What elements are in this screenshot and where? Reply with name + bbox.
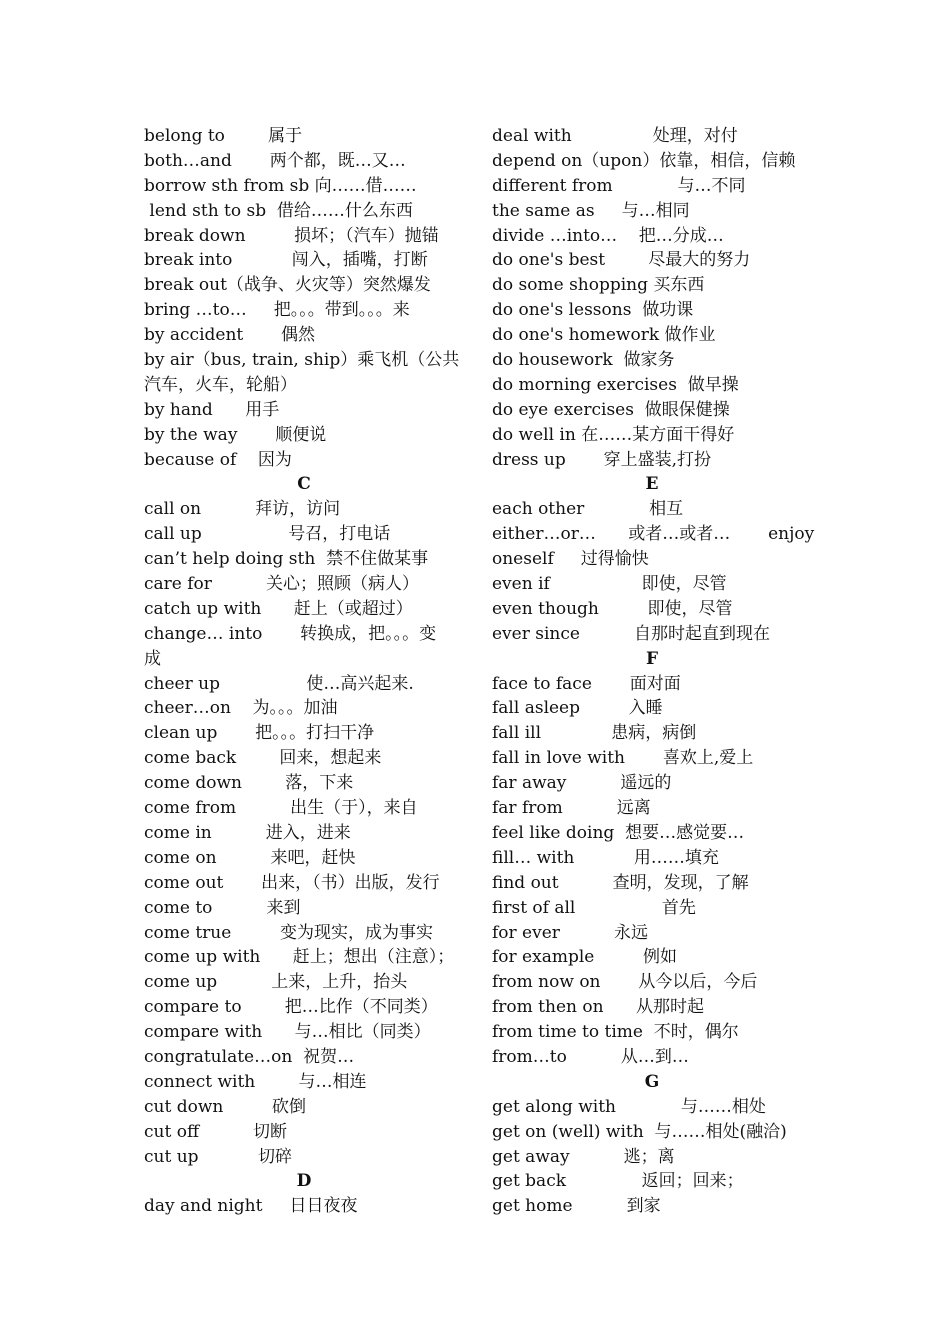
line-text: by the way 顺便说 bbox=[144, 424, 327, 445]
phrase-line bbox=[492, 323, 812, 348]
phrase-line bbox=[144, 846, 464, 871]
line-text: cut up 切碎 bbox=[144, 1146, 292, 1167]
line-text: get back 返回；回来； bbox=[492, 1171, 744, 1192]
phrase-line bbox=[144, 174, 464, 199]
line-text: come in 进入，进来 bbox=[144, 822, 351, 843]
line-text: even though 即使，尽管 bbox=[492, 598, 733, 619]
phrase-line bbox=[144, 771, 464, 796]
line-text: divide …into… 把…分成… bbox=[492, 225, 724, 246]
line-text: come on 来吧，赶快 bbox=[144, 847, 356, 868]
phrase-line bbox=[144, 896, 464, 921]
line-text: come down 落，下来 bbox=[144, 773, 354, 794]
phrase-line bbox=[144, 945, 464, 970]
phrase-line bbox=[492, 746, 812, 771]
line-text: the same as 与…相同 bbox=[492, 200, 690, 221]
phrase-line bbox=[492, 1120, 812, 1145]
line-text: by accident 偶然 bbox=[144, 325, 316, 346]
line-text: do morning exercises 做早操 bbox=[492, 374, 739, 395]
line-text: belong to 属于 bbox=[144, 126, 303, 146]
line-text: connect with 与…相连 bbox=[144, 1071, 367, 1092]
phrase-line bbox=[144, 921, 464, 946]
line-text: even if 即使，尽管 bbox=[492, 574, 727, 595]
line-text: each other 相互 bbox=[492, 499, 684, 520]
line-text: by air（bus, train, ship）乘飞机（公共 bbox=[144, 350, 460, 371]
line-text: call up 号召，打电话 bbox=[144, 524, 391, 545]
phrase-line bbox=[492, 1145, 812, 1170]
phrase-line bbox=[144, 696, 464, 721]
phrase-line bbox=[492, 298, 812, 323]
line-text: day and night 日日夜夜 bbox=[144, 1196, 358, 1217]
phrase-line bbox=[144, 1095, 464, 1120]
phrase-line bbox=[492, 547, 812, 572]
line-text: far from 远离 bbox=[492, 798, 651, 819]
phrase-line bbox=[144, 323, 464, 348]
phrase-line bbox=[144, 572, 464, 597]
line-text: break into 闯入，插嘴，打断 bbox=[144, 250, 428, 271]
phrase-line bbox=[492, 970, 812, 995]
line-text: do one's lessons 做功课 bbox=[492, 300, 694, 321]
line-text: fall asleep 入睡 bbox=[492, 698, 663, 719]
line-text: borrow sth from sb 向……借…… bbox=[144, 175, 417, 196]
phrase-line bbox=[492, 149, 812, 174]
phrase-line bbox=[144, 821, 464, 846]
section-letter bbox=[492, 472, 812, 497]
line-text: cut down 砍倒 bbox=[144, 1096, 306, 1117]
line-text: cut off 切断 bbox=[144, 1121, 288, 1142]
phrase-line bbox=[144, 224, 464, 249]
line-text: come up with 赶上；想出（注意）； bbox=[144, 947, 455, 968]
line-text: change… into 转换成，把。。。变 bbox=[144, 623, 437, 644]
line-text: oneself 过得愉快 bbox=[492, 549, 649, 570]
line-text: from…to 从…到… bbox=[492, 1046, 689, 1067]
phrase-line bbox=[492, 199, 812, 224]
phrase-line bbox=[144, 522, 464, 547]
phrase-line bbox=[144, 448, 464, 473]
phrase-line bbox=[492, 696, 812, 721]
phrase-line bbox=[492, 248, 812, 273]
line-text: call on 拜访，访问 bbox=[144, 499, 341, 520]
line-text: clean up 把。。。打扫干净 bbox=[144, 723, 375, 744]
phrase-line bbox=[492, 273, 812, 298]
phrase-line bbox=[492, 921, 812, 946]
line-text: do housework 做家务 bbox=[492, 350, 675, 371]
phrase-line bbox=[492, 497, 812, 522]
phrase-line bbox=[492, 597, 812, 622]
phrase-line bbox=[492, 448, 812, 473]
phrase-line bbox=[144, 124, 464, 149]
line-text: for ever 永远 bbox=[492, 922, 648, 943]
phrase-line bbox=[492, 846, 812, 871]
line-text: dress up 穿上盛装,打扮 bbox=[492, 449, 711, 470]
phrase-line bbox=[492, 995, 812, 1020]
phrase-line bbox=[492, 821, 812, 846]
line-text: for example 例如 bbox=[492, 947, 677, 968]
section-letter bbox=[144, 1169, 464, 1194]
line-text: from time to time 不时，偶尔 bbox=[492, 1022, 739, 1043]
line-text: come up 上来，上升，抬头 bbox=[144, 972, 408, 993]
line-text: deal with 处理，对付 bbox=[492, 126, 738, 146]
line-text: by hand 用手 bbox=[144, 399, 280, 420]
line-text: E bbox=[645, 474, 659, 495]
phrase-line bbox=[144, 672, 464, 697]
line-text: 成 bbox=[144, 648, 161, 669]
phrase-line bbox=[492, 373, 812, 398]
line-text: come to 来到 bbox=[144, 897, 301, 918]
section-letter bbox=[144, 472, 464, 497]
phrase-line bbox=[144, 497, 464, 522]
phrase-line bbox=[492, 398, 812, 423]
phrase-line bbox=[144, 1045, 464, 1070]
phrase-line bbox=[144, 373, 464, 398]
line-text: face to face 面对面 bbox=[492, 673, 681, 694]
line-text: far away 遥远的 bbox=[492, 773, 672, 794]
phrase-line bbox=[144, 597, 464, 622]
phrase-line bbox=[144, 298, 464, 323]
phrase-line bbox=[144, 796, 464, 821]
line-text: find out 查明，发现，了解 bbox=[492, 872, 749, 893]
line-text: C bbox=[297, 474, 311, 495]
line-text: depend on（upon）依靠，相信，信赖 bbox=[492, 150, 796, 171]
phrase-line bbox=[144, 398, 464, 423]
phrase-line bbox=[144, 149, 464, 174]
line-text: congratulate…on 祝贺… bbox=[144, 1046, 355, 1067]
phrase-line bbox=[492, 522, 815, 547]
phrase-line bbox=[492, 622, 812, 647]
line-text: because of 因为 bbox=[144, 449, 292, 470]
phrase-line bbox=[492, 1169, 812, 1194]
line-text: fall in love with 喜欢上,爱上 bbox=[492, 748, 754, 769]
line-text: do one's homework 做作业 bbox=[492, 325, 716, 346]
line-text: fill… with 用……填充 bbox=[492, 847, 719, 868]
phrase-line bbox=[492, 348, 812, 373]
line-text: lend sth to sb 借给……什么东西 bbox=[144, 200, 413, 221]
line-text: cheer…on 为。。。加油 bbox=[144, 698, 338, 719]
line-text: can’t help doing sth 禁不住做某事 bbox=[144, 549, 429, 570]
phrase-line bbox=[144, 1120, 464, 1145]
line-text: cheer up 使…高兴起来. bbox=[144, 673, 414, 694]
phrase-line bbox=[492, 572, 812, 597]
phrase-line bbox=[144, 871, 464, 896]
phrase-line bbox=[492, 1045, 812, 1070]
phrase-line bbox=[144, 273, 464, 298]
phrase-line bbox=[144, 248, 464, 273]
line-text: come out 出来，（书）出版，发行 bbox=[144, 872, 440, 893]
line-text: break out（战争、火灾等）突然爆发 bbox=[144, 275, 431, 296]
phrase-line bbox=[492, 423, 812, 448]
phrase-line bbox=[144, 547, 464, 572]
phrase-line bbox=[144, 1145, 464, 1170]
line-text: get on (well) with 与……相处(融洽) bbox=[492, 1121, 787, 1142]
line-text: feel like doing 想要…感觉要… bbox=[492, 822, 745, 843]
line-text: do some shopping 买东西 bbox=[492, 275, 705, 296]
line-text: from then on 从那时起 bbox=[492, 997, 704, 1018]
phrase-line bbox=[144, 423, 464, 448]
phrase-line bbox=[492, 945, 812, 970]
line-text: D bbox=[296, 1171, 312, 1192]
line-text: from now on 从今以后，今后 bbox=[492, 972, 758, 993]
line-text: either…or… 或者…或者… enjoy bbox=[492, 524, 815, 545]
phrase-line bbox=[492, 174, 812, 199]
phrase-line bbox=[492, 672, 812, 697]
phrase-line bbox=[492, 721, 812, 746]
phrase-line bbox=[492, 1020, 812, 1045]
phrase-line bbox=[144, 348, 464, 373]
line-text: G bbox=[644, 1071, 660, 1092]
line-text: bring …to… 把。。。带到。。。来 bbox=[144, 300, 410, 321]
line-text: break down 损坏；（汽车）抛锚 bbox=[144, 225, 439, 246]
line-text: ever since 自那时起直到现在 bbox=[492, 623, 770, 644]
phrase-line bbox=[492, 771, 812, 796]
phrase-line bbox=[144, 199, 464, 224]
line-text: F bbox=[645, 648, 659, 669]
line-text: do well in 在……某方面干得好 bbox=[492, 424, 735, 445]
line-text: come true 变为现实，成为事实 bbox=[144, 922, 433, 943]
line-text: catch up with 赶上（或超过） bbox=[144, 598, 413, 619]
phrase-line bbox=[144, 1070, 464, 1095]
phrase-line bbox=[144, 721, 464, 746]
line-text: both…and 两个都，既…又… bbox=[144, 150, 406, 171]
phrase-line bbox=[492, 871, 812, 896]
line-text: get away 逃；离 bbox=[492, 1146, 675, 1167]
phrase-line bbox=[144, 995, 464, 1020]
phrase-line bbox=[492, 896, 812, 921]
line-text: come back 回来，想起来 bbox=[144, 748, 382, 769]
line-text: different from 与…不同 bbox=[492, 175, 746, 196]
line-text: compare to 把…比作（不同类） bbox=[144, 997, 438, 1018]
phrase-line bbox=[492, 124, 812, 149]
section-letter bbox=[492, 647, 812, 672]
line-text: get home 到家 bbox=[492, 1196, 661, 1217]
line-text: do one's best 尽最大的努力 bbox=[492, 250, 751, 271]
phrase-line bbox=[492, 1194, 812, 1219]
left-column bbox=[144, 124, 464, 1219]
phrase-line bbox=[492, 1095, 812, 1120]
line-text: compare with 与…相比（同类） bbox=[144, 1022, 431, 1043]
line-text: 汽车，火车，轮船） bbox=[144, 374, 297, 395]
phrase-line bbox=[144, 1020, 464, 1045]
right-column bbox=[492, 124, 815, 1219]
phrase-line bbox=[144, 622, 464, 647]
phrase-line bbox=[144, 970, 464, 995]
phrase-line bbox=[144, 647, 464, 672]
section-letter bbox=[492, 1070, 812, 1095]
phrase-line bbox=[144, 746, 464, 771]
phrase-line bbox=[492, 224, 812, 249]
phrase-line bbox=[492, 796, 812, 821]
line-text: first of all 首先 bbox=[492, 897, 696, 918]
line-text: do eye exercises 做眼保健操 bbox=[492, 399, 730, 420]
line-text: fall ill 患病，病倒 bbox=[492, 723, 697, 744]
line-text: get along with 与……相处 bbox=[492, 1096, 766, 1117]
line-text: care for 关心；照顾（病人） bbox=[144, 574, 419, 595]
line-text: come from 出生（于），来自 bbox=[144, 798, 418, 819]
phrase-line bbox=[144, 1194, 464, 1219]
